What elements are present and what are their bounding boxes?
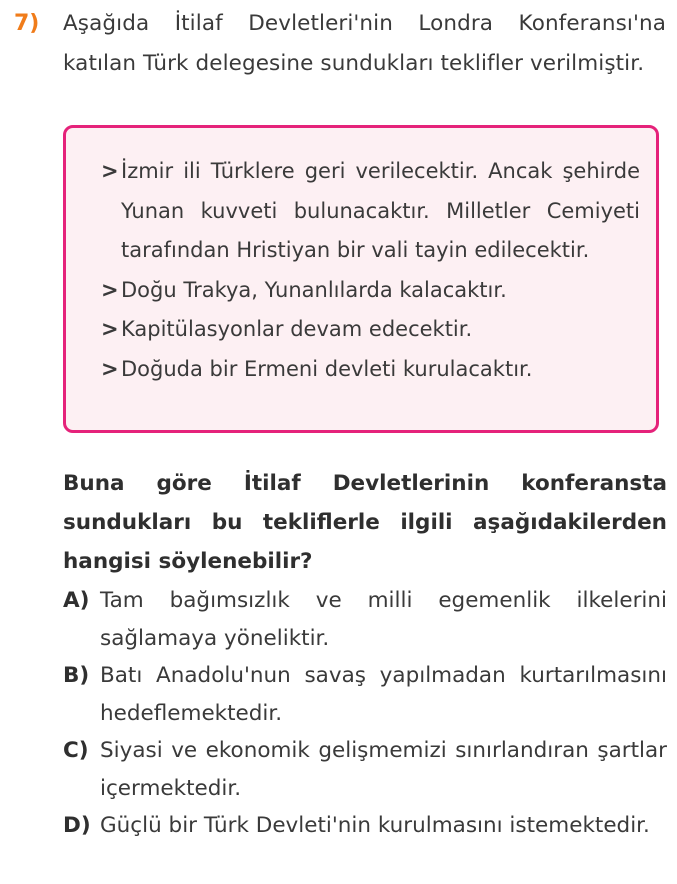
info-item-text: Doğu Trakya, Yunanlılarda kalacaktır. <box>121 277 507 302</box>
info-item <box>103 310 640 350</box>
bullet-arrow-icon: > <box>101 159 119 183</box>
option-b[interactable] <box>63 657 667 732</box>
option-text: Siyasi ve ekonomik gelişmemizi sınırlandıran şartlar içermektedir. <box>100 738 667 801</box>
option-text: Güçlü bir Türk Devleti'nin kurulmasını istemektedir. <box>100 813 650 838</box>
question-stem: Buna göre İtilaf Devletlerinin konferansta sundukları bu tekliflerle ilgili aşağıdakilerden hangisi söylenebilir? <box>63 471 667 574</box>
bullet-arrow-icon: > <box>101 277 119 302</box>
option-letter: C) <box>63 738 89 763</box>
info-box <box>63 125 659 433</box>
option-text: Batı Anadolu'nun savaş yapılmadan kurtarılmasını hedeflemektedir. <box>100 663 667 726</box>
option-letter: B) <box>63 663 90 688</box>
question-intro: Aşağıda İtilaf Devletleri'nin Londra Konferansı'na katılan Türk delegesine sundukları teklifler verilmiştir. <box>63 11 666 76</box>
option-letter: A) <box>63 588 90 613</box>
info-item <box>103 350 640 390</box>
option-a[interactable] <box>63 582 667 657</box>
answer-options <box>63 582 667 845</box>
info-list <box>103 152 640 389</box>
option-c[interactable] <box>63 732 667 807</box>
info-item-text: Doğuda bir Ermeni devleti kurulacaktır. <box>121 356 533 381</box>
option-letter: D) <box>63 813 91 838</box>
info-item <box>103 271 640 311</box>
info-item-text: Kapitülasyonlar devam edecektir. <box>121 317 473 341</box>
option-d[interactable] <box>63 807 667 845</box>
option-text: Tam bağımsızlık ve milli egemenlik ilkelerini sağlamaya yöneliktir. <box>100 588 667 651</box>
question-number: 7) <box>14 11 40 36</box>
bullet-arrow-icon: > <box>101 356 119 381</box>
info-item-text: İzmir ili Türklere geri verilecektir. Ancak şehirde Yunan kuvveti bulunacaktır. Milletler Cemiyeti tarafından Hristiyan bir vali tayin edilecektir. <box>121 159 640 262</box>
info-item <box>103 152 640 271</box>
bullet-arrow-icon: > <box>101 317 119 341</box>
